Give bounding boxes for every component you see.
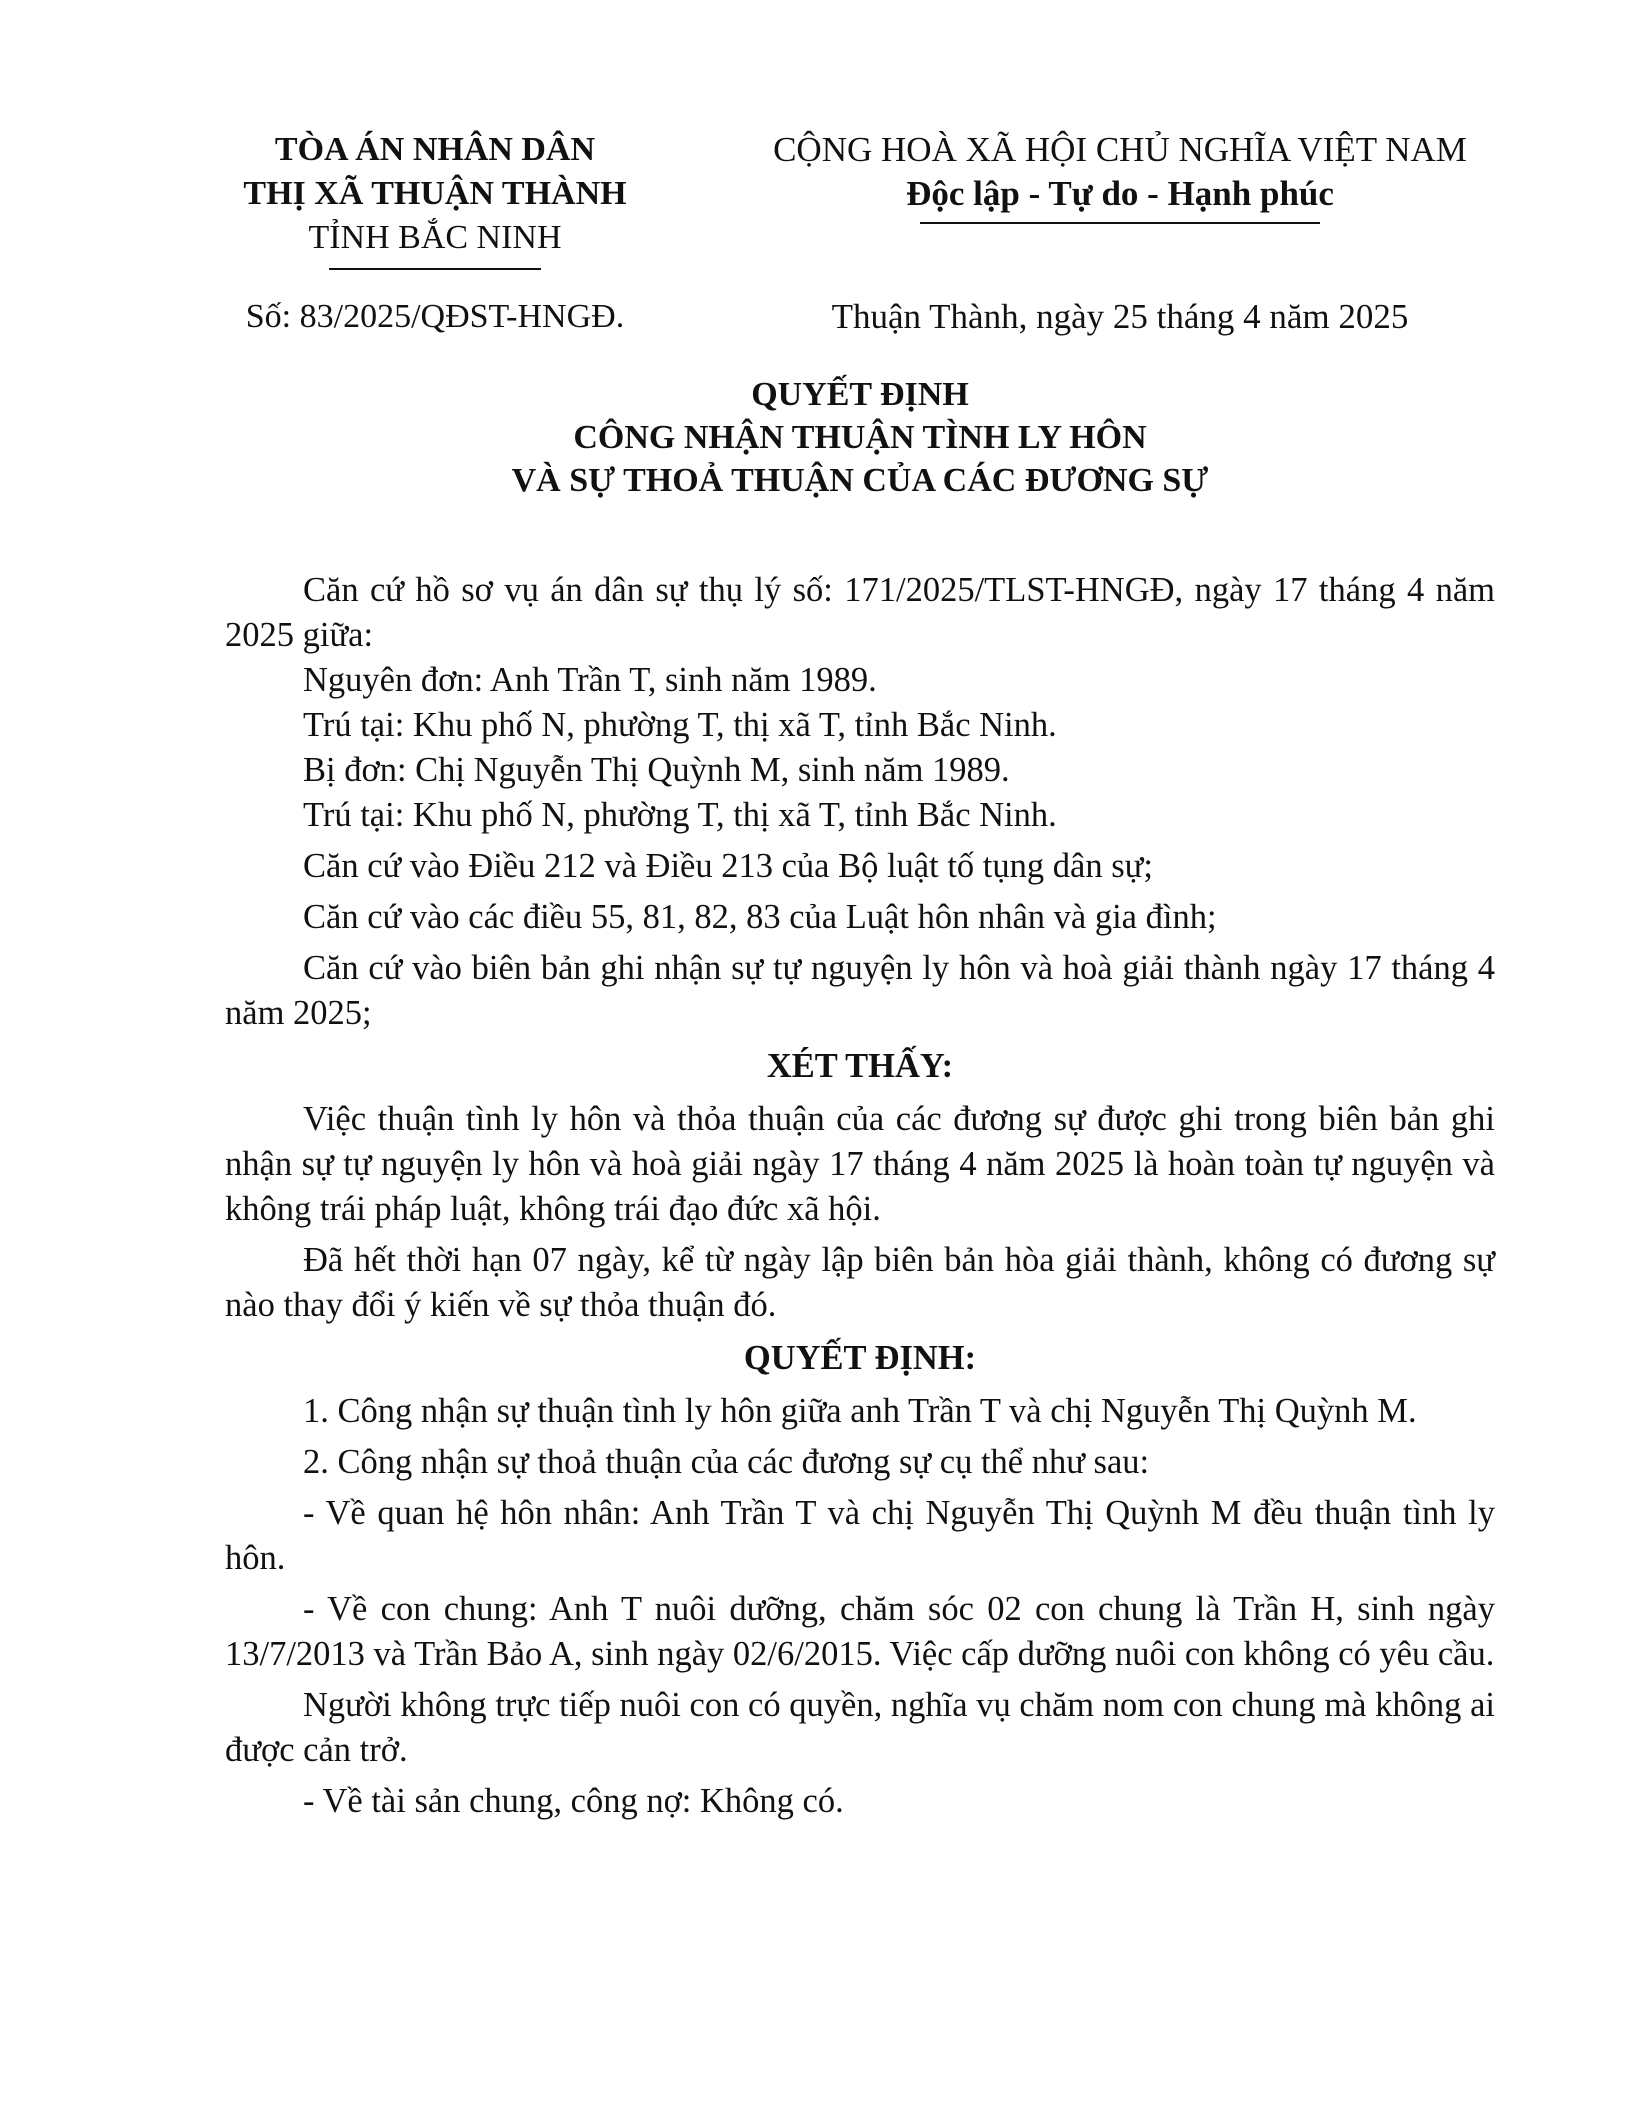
national-header-underline [920, 222, 1320, 224]
place-and-date: Thuận Thành, ngày 25 tháng 4 năm 2025 [831, 297, 1409, 336]
basis-defendant-address: Trú tại: Khu phố N, phường T, thị xã T, tỉnh Bắc Ninh. [303, 796, 1057, 834]
decision-item-1: 1. Công nhận sự thuận tình ly hôn giữa anh Trần T và chị Nguyễn Thị Quỳnh M. [303, 1392, 1417, 1430]
title-line3: VÀ SỰ THOẢ THUẬN CỦA CÁC ĐƯƠNG SỰ [511, 462, 1209, 499]
decision-heading: QUYẾT ĐỊNH: [743, 1339, 977, 1377]
basis-plaintiff: Nguyên đơn: Anh Trần T, sinh năm 1989. [303, 661, 877, 699]
decision-property: - Về tài sản chung, công nợ: Không có. [303, 1782, 844, 1820]
national-motto: Độc lập - Tự do - Hạnh phúc [906, 174, 1334, 213]
decision-item-2: 2. Công nhận sự thoả thuận của các đương sự cụ thể như sau: [303, 1443, 1150, 1481]
findings-paragraph-1: Việc thuận tình ly hôn và thỏa thuận của các đương sự được ghi trong biên bản ghi nhận sự tự nguyện ly hôn và hoà giải ngày 17 tháng 4 năm 2025 là hoàn toàn tự nguyện và không trái pháp luật, không trái đạo đức xã hội. [225, 1100, 1495, 1228]
country-name: CỘNG HOÀ XÃ HỘI CHỦ NGHĨA VIỆT NAM [773, 130, 1467, 169]
court-province: TỈNH BẮC NINH [308, 219, 562, 256]
basis-marriage-law: Căn cứ vào các điều 55, 81, 82, 83 của Luật hôn nhân và gia đình; [303, 898, 1217, 936]
document-number: Số: 83/2025/QĐST-HNGĐ. [245, 298, 625, 335]
title-line1: QUYẾT ĐỊNH [751, 376, 969, 413]
basis-mediation-record: Căn cứ vào biên bản ghi nhận sự tự nguyện ly hôn và hoà giải thành ngày 17 tháng 4 năm 2025; [225, 949, 1495, 1032]
court-name-line2: THỊ XÃ THUẬN THÀNH [243, 175, 627, 212]
court-name-line1: TÒA ÁN NHÂN DÂN [274, 131, 596, 168]
basis-defendant: Bị đơn: Chị Nguyễn Thị Quỳnh M, sinh năm 1989. [303, 751, 1010, 789]
basis-civil-procedure: Căn cứ vào Điều 212 và Điều 213 của Bộ luật tố tụng dân sự; [303, 847, 1153, 885]
decision-children: - Về con chung: Anh T nuôi dưỡng, chăm sóc 02 con chung là Trần H, sinh ngày 13/7/2013 và Trần Bảo A, sinh ngày 02/6/2015. Việc cấp dưỡng nuôi con không có yêu cầu. [225, 1590, 1495, 1673]
national-header [740, 128, 1500, 224]
document-body [225, 568, 1495, 1830]
decision-marriage: - Về quan hệ hôn nhân: Anh Trần T và chị Nguyễn Thị Quỳnh M đều thuận tình ly hôn. [225, 1494, 1495, 1577]
court-header-underline [329, 268, 541, 270]
findings-heading: XÉT THẤY: [766, 1047, 954, 1085]
title-line2: CÔNG NHẬN THUẬN TÌNH LY HÔN [573, 419, 1147, 456]
basis-case-file: Căn cứ hồ sơ vụ án dân sự thụ lý số: 171/2025/TLST-HNGĐ, ngày 17 tháng 4 năm 2025 giữa: [225, 571, 1495, 654]
decision-visitation: Người không trực tiếp nuôi con có quyền, nghĩa vụ chăm nom con chung mà không ai được cản trở. [225, 1686, 1495, 1769]
findings-paragraph-2: Đã hết thời hạn 07 ngày, kể từ ngày lập biên bản hòa giải thành, không có đương sự nào thay đổi ý kiến về sự thỏa thuận đó. [225, 1241, 1495, 1324]
document-title [225, 373, 1495, 502]
basis-plaintiff-address: Trú tại: Khu phố N, phường T, thị xã T, tỉnh Bắc Ninh. [303, 706, 1057, 744]
court-header [200, 128, 670, 270]
